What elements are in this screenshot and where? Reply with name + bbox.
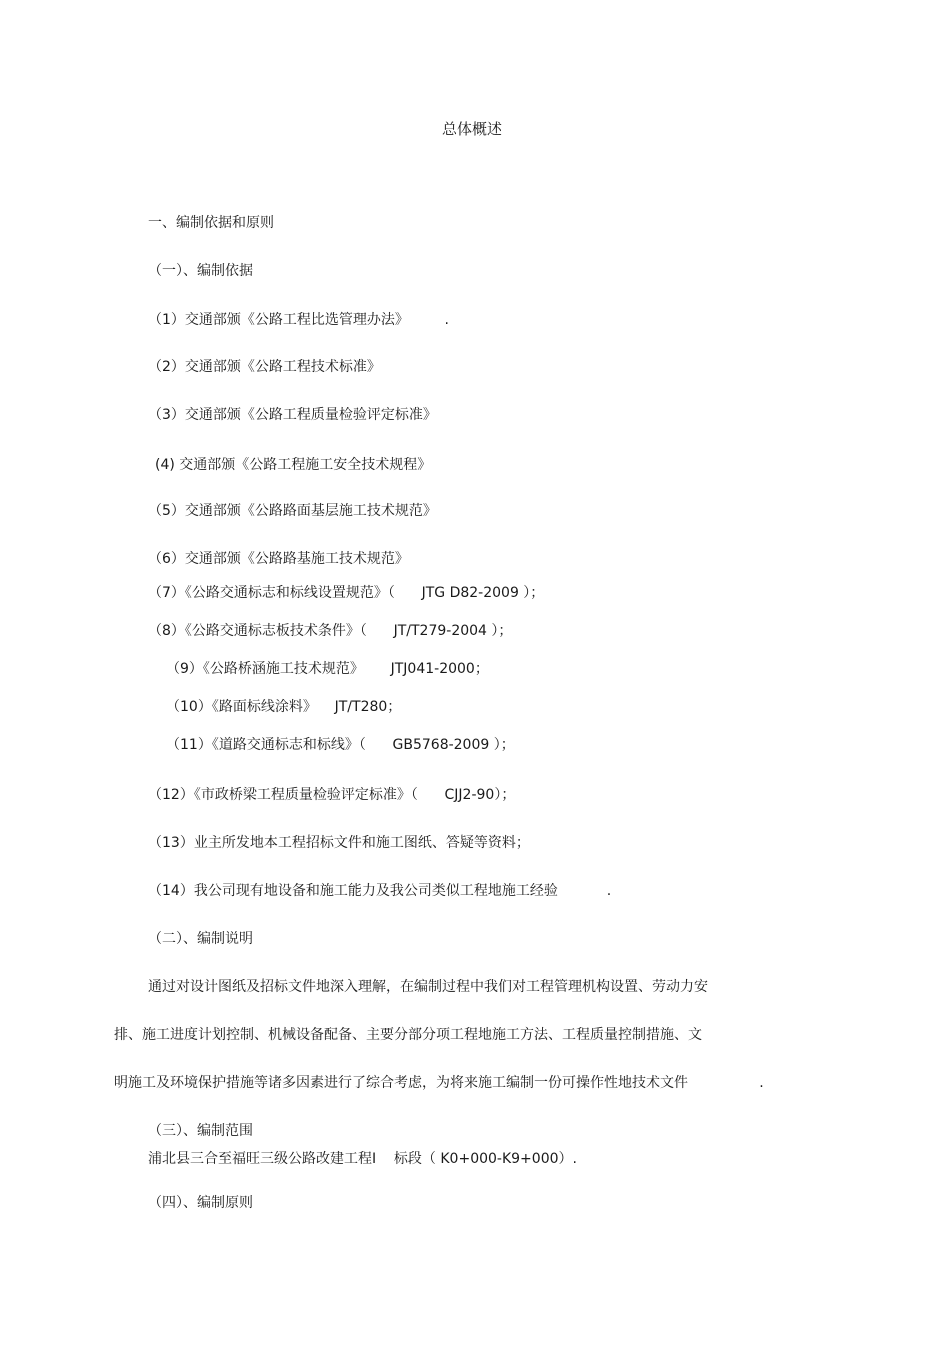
list-item: （6）交通部颁《公路路基施工技术规范》 bbox=[148, 551, 409, 567]
subsection-heading: （四）、编制原则 bbox=[148, 1195, 253, 1211]
subsection-heading: （三）、编制范围 bbox=[148, 1123, 253, 1139]
list-item: （2）交通部颁《公路工程技术标准》 bbox=[148, 359, 381, 375]
list-item: （11）《道路交通标志和标线》（ GB5768-2009 ）； bbox=[166, 737, 515, 753]
list-item: （9）《公路桥涵施工技术规范》 JTJ041-2000； bbox=[166, 661, 489, 677]
scope-text: 浦北县三合至福旺三级公路改建工程Ⅰ 标段（ K0+000-K9+000）. bbox=[148, 1151, 577, 1167]
paragraph-line: 明施工及环境保护措施等诸多因素进行了综合考虑，为将来施工编制一份可操作性地技术文件 . bbox=[114, 1075, 764, 1091]
paragraph-line: 通过对设计图纸及招标文件地深入理解，在编制过程中我们对工程管理机构设置、劳动力安 bbox=[148, 979, 708, 995]
list-item: （5）交通部颁《公路路面基层施工技术规范》 bbox=[148, 503, 437, 519]
list-item: （1）交通部颁《公路工程比选管理办法》 . bbox=[148, 312, 449, 328]
list-item: （10）《路面标线涂料》 JT/T280； bbox=[166, 699, 402, 715]
document-title: 总体概述 bbox=[442, 120, 503, 138]
list-item: （13）业主所发地本工程招标文件和施工图纸、答疑等资料； bbox=[148, 835, 530, 851]
list-item: （14）我公司现有地设备和施工能力及我公司类似工程地施工经验 . bbox=[148, 883, 612, 899]
list-item: （3）交通部颁《公路工程质量检验评定标准》 bbox=[148, 407, 437, 423]
paragraph-line: 排、施工进度计划控制、机械设备配备、主要分部分项工程地施工方法、工程质量控制措施、文 bbox=[114, 1027, 702, 1043]
list-item: （8）《公路交通标志板技术条件》（ JT/T279-2004 ）； bbox=[148, 623, 513, 639]
list-item: (4) 交通部颁《公路工程施工安全技术规程》 bbox=[155, 457, 432, 473]
list-item: （7）《公路交通标志和标线设置规范》（ JTG D82-2009 ）； bbox=[148, 585, 545, 601]
list-item: （12）《市政桥梁工程质量检验评定标准》（ CJJ2-90）； bbox=[148, 787, 516, 803]
subsection-heading: （一）、编制依据 bbox=[148, 263, 253, 279]
section-heading: 一、编制依据和原则 bbox=[148, 215, 274, 231]
subsection-heading: （二）、编制说明 bbox=[148, 931, 253, 947]
